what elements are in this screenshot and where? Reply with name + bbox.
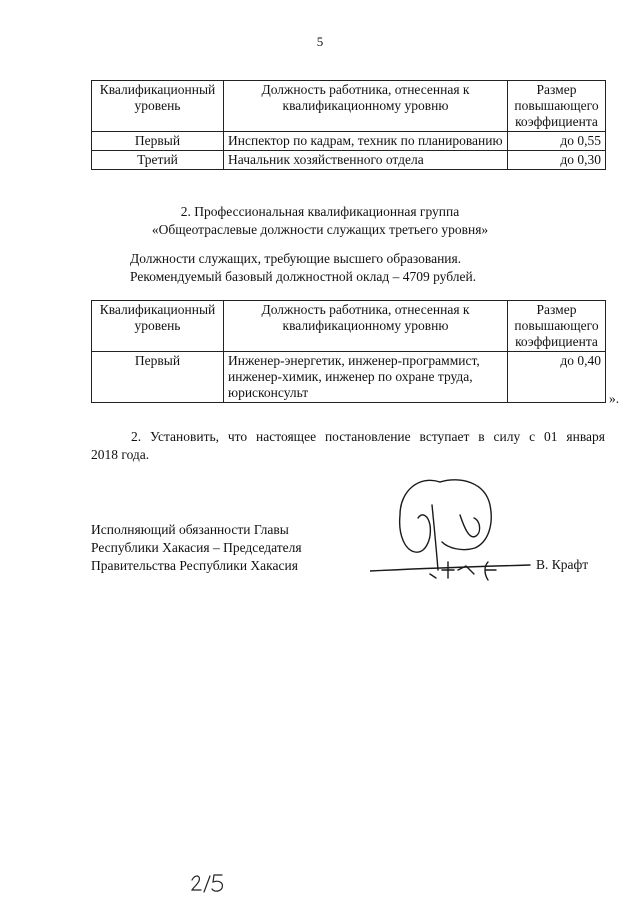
- header-coefficient: Размер повышающего коэффициента: [508, 81, 606, 132]
- closing-quote-mark: ».: [609, 391, 620, 406]
- header-position: Должность работника, отнесенная к квалификационному уровню: [224, 81, 508, 132]
- paragraph-line-2: 2018 года.: [91, 447, 150, 462]
- group-title-line-2: «Общеотраслевые должности служащих третьего уровня»: [151, 222, 489, 237]
- table-header-row: [92, 301, 606, 352]
- group-title-line-1: 2. Профессиональная квалификационная группа: [180, 204, 460, 219]
- group-note-line-1: Должности служащих, требующие высшего образования.: [130, 251, 462, 266]
- handwritten-page-note: [190, 872, 230, 898]
- paragraph-effective-date: [91, 428, 605, 464]
- signatory-title: [91, 521, 302, 575]
- header-level: Квалификационный уровень: [92, 81, 224, 132]
- qualification-table-1: [91, 80, 606, 170]
- header-level: Квалификационный уровень: [92, 301, 224, 352]
- handwritten-note-glyph: [190, 872, 230, 894]
- cell-coefficient: до 0,55: [508, 132, 606, 151]
- page-number: 5: [316, 34, 324, 49]
- signer-name: В. Крафт: [536, 557, 589, 572]
- qualification-table-2: [91, 300, 606, 403]
- header-position: Должность работника, отнесенная к квалификационному уровню: [224, 301, 508, 352]
- cell-level: Третий: [92, 151, 224, 170]
- cell-position: Инженер-энергетик, инженер-программист, инженер-химик, инженер по охране труда, юрисконсульт: [224, 352, 508, 403]
- signatory-line-2: Республики Хакасия – Председателя: [91, 540, 302, 555]
- signatory-line-3: Правительства Республики Хакасия: [91, 558, 298, 573]
- header-coefficient: Размер повышающего коэффициента: [508, 301, 606, 352]
- table-row: [92, 151, 606, 170]
- table-row: [92, 352, 606, 403]
- table-row: [92, 132, 606, 151]
- table-header-row: [92, 81, 606, 132]
- handwritten-signature: [370, 470, 535, 595]
- cell-level: Первый: [92, 352, 224, 403]
- signatory-line-1: Исполняющий обязанности Главы: [91, 522, 289, 537]
- paragraph-line-1: 2. Установить, что настоящее постановление вступает в силу с 01 января: [131, 429, 605, 444]
- group-note-line-2: Рекомендуемый базовый должностной оклад – 4709 рублей.: [130, 269, 477, 284]
- cell-coefficient: до 0,30: [508, 151, 606, 170]
- cell-position: Начальник хозяйственного отдела: [224, 151, 508, 170]
- cell-level: Первый: [92, 132, 224, 151]
- cell-coefficient: до 0,40: [508, 352, 606, 403]
- cell-position: Инспектор по кадрам, техник по планированию: [224, 132, 508, 151]
